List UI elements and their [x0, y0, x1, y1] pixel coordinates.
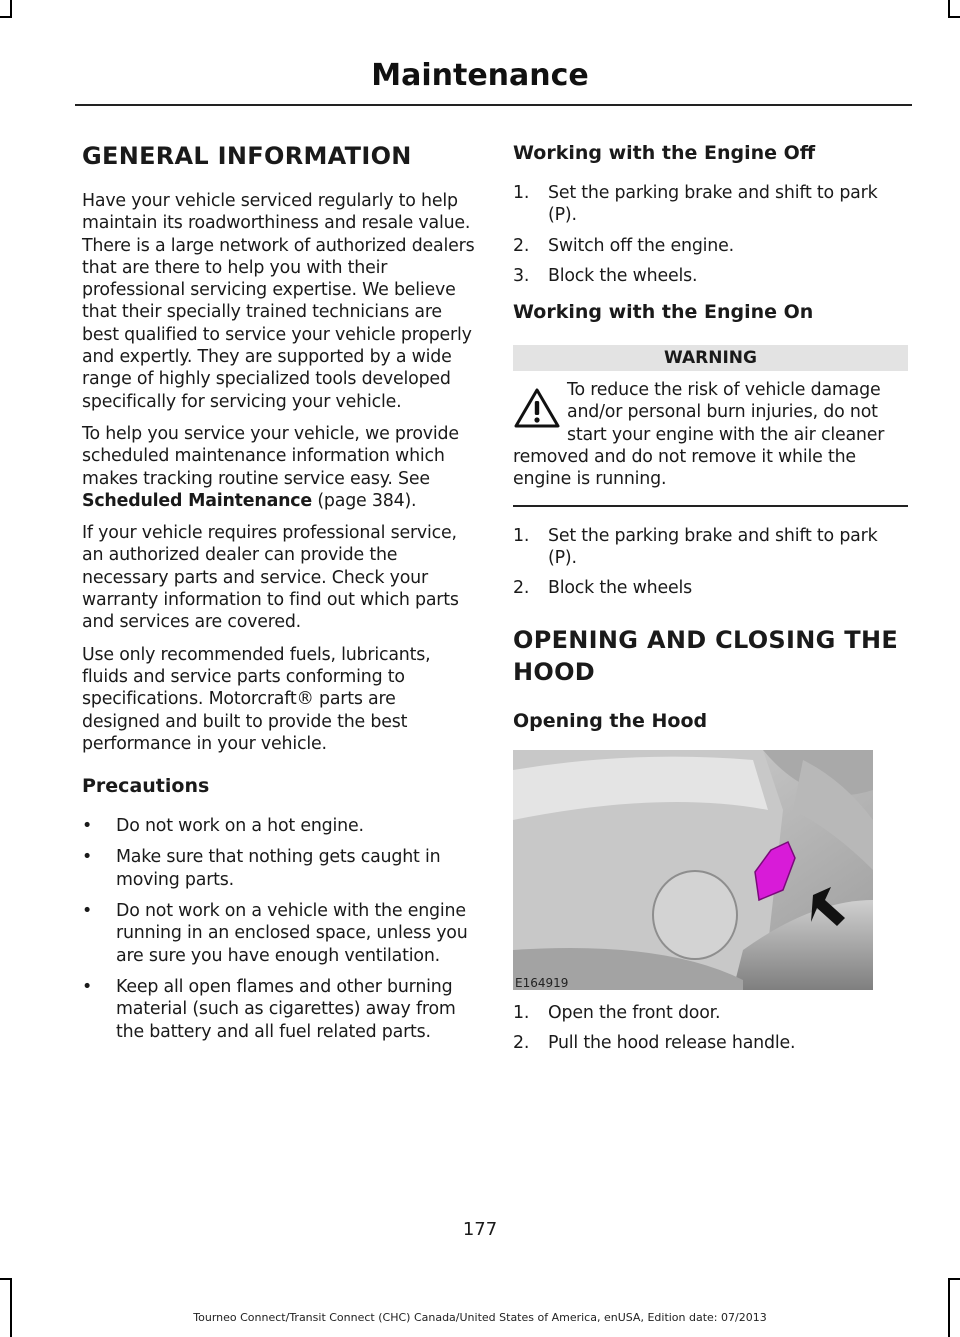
step-text: Open the front door.	[548, 1002, 721, 1023]
engine-off-title: Working with the Engine Off	[513, 142, 816, 164]
step-number: 2.	[513, 578, 530, 599]
general-info-paragraph-4: Use only recommended fuels, lubricants, fluids and service parts conforming to specifications. Motorcraft® parts are designed and built to provide the best performance in your vehicle.	[82, 644, 431, 754]
step-text: Set the parking brake and shift to park (P).	[548, 183, 878, 226]
bullet-mark: •	[82, 847, 93, 868]
hood-release-illustration	[513, 750, 873, 990]
bullet-mark: •	[82, 816, 93, 837]
list-item	[82, 846, 477, 891]
paragraph-2-text: To help you service your vehicle, we provide scheduled maintenance information which makes tracking routine service easy. See	[82, 423, 459, 489]
warning-text: To reduce the risk of vehicle damage and/or personal burn injuries, do not start your engine with the air cleaner removed and do not remove it while the engine is running.	[513, 380, 885, 490]
bullet-mark: •	[82, 976, 93, 997]
step-number: 1.	[513, 525, 530, 546]
step-text: Block the wheels	[548, 578, 692, 599]
crop-mark	[948, 16, 960, 18]
list-item	[513, 1002, 908, 1024]
warning-label: WARNING	[513, 345, 908, 371]
general-info-paragraph-3: If your vehicle requires professional service, an authorized dealer can provide the necessary parts and service. Check your warranty information to find out which parts and services are covered.	[82, 523, 459, 633]
list-item	[82, 976, 477, 1043]
list-item-text: Make sure that nothing gets caught in moving parts.	[116, 847, 441, 890]
precautions-title: Precautions	[82, 775, 210, 798]
engine-on-title: Working with the Engine On	[513, 301, 814, 324]
page-header-title: Maintenance	[371, 58, 589, 93]
list-item	[513, 265, 908, 287]
step-number: 2.	[513, 1032, 530, 1053]
warning-box	[513, 379, 908, 490]
general-info-paragraph-2	[82, 423, 477, 512]
precautions-list	[82, 815, 477, 1043]
list-item	[82, 900, 477, 967]
step-text: Pull the hood release handle.	[548, 1032, 796, 1053]
crop-mark	[948, 1278, 950, 1337]
section-title-hood-line-2: HOOD	[513, 657, 596, 686]
page-footer: Tourneo Connect/Transit Connect (CHC) Canada/United States of America, enUSA, Edition date: 07/2013	[193, 1311, 767, 1324]
right-column	[513, 140, 908, 1066]
list-item	[513, 182, 908, 227]
crop-mark	[0, 16, 12, 18]
page-reference: (page 384).	[312, 490, 417, 511]
crop-mark	[0, 1278, 12, 1280]
hood-steps	[513, 1002, 908, 1055]
section-title-general-information: GENERAL INFORMATION	[82, 142, 412, 170]
list-item-text: Do not work on a vehicle with the engine running in an enclosed space, unless you are sure you have enough ventilation.	[116, 901, 468, 966]
step-number: 1.	[513, 183, 530, 203]
engine-off-steps	[513, 182, 908, 287]
engine-on-steps	[513, 525, 908, 600]
crop-mark	[10, 1278, 12, 1337]
list-item	[82, 815, 477, 837]
list-item-text: Keep all open flames and other burning material (such as cigarettes) away from the battery and all fuel related parts.	[116, 976, 456, 1042]
bullet-mark: •	[82, 901, 93, 922]
step-text: Switch off the engine.	[548, 235, 734, 256]
step-text: Block the wheels.	[548, 265, 698, 286]
left-column	[82, 140, 477, 1052]
opening-hood-title: Opening the Hood	[513, 709, 708, 732]
list-item	[513, 235, 908, 257]
general-info-paragraph-1: Have your vehicle serviced regularly to help maintain its roadworthiness and resale value. There is a large network of authorized dealers that are there to help you with their professional servicing expertise. We believe that their specially trained technicians are best qualified to service your vehicle properly and expertly. They are supported by a wide range of highly specialized tools developed specifically for servicing your vehicle.	[82, 191, 475, 412]
step-number: 1.	[513, 1002, 530, 1023]
header-rule	[75, 104, 912, 106]
section-title-hood: OPENING AND CLOSING THE	[513, 625, 899, 654]
step-text: Set the parking brake and shift to park (P).	[548, 525, 878, 568]
list-item-text: Do not work on a hot engine.	[116, 816, 364, 837]
hood-release-illustration-drawing	[513, 750, 873, 990]
list-item	[513, 577, 908, 599]
figure-label: E164919	[515, 975, 569, 990]
crop-mark	[948, 1278, 960, 1280]
list-item	[513, 1032, 908, 1054]
warning-triangle-icon	[513, 387, 561, 429]
warning-rule	[513, 505, 908, 507]
scheduled-maintenance-link[interactable]: Scheduled Maintenance	[82, 490, 312, 511]
page-number: 177	[462, 1219, 498, 1240]
step-number: 3.	[513, 265, 530, 286]
step-number: 2.	[513, 235, 530, 256]
list-item	[513, 525, 908, 570]
